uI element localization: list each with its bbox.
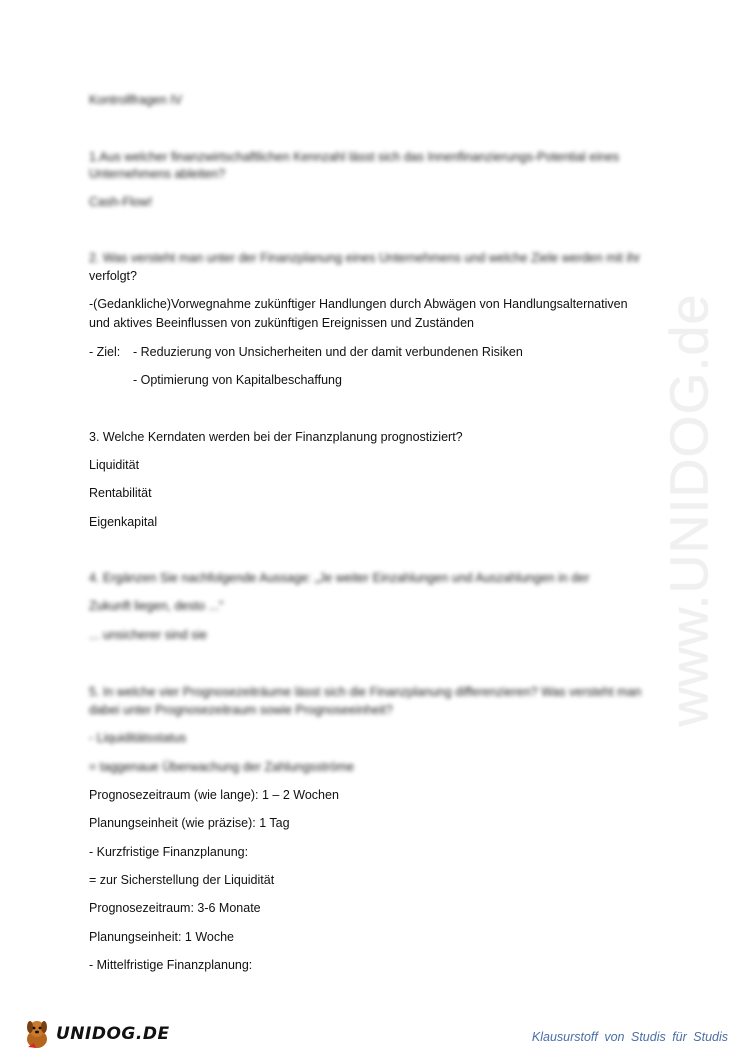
q5-line-8: Planungseinheit: 1 Woche xyxy=(89,930,235,944)
document-heading: Kontrollfragen IV xyxy=(89,93,183,107)
q5-line-9: - Mittelfristige Finanzplanung: xyxy=(89,958,253,972)
q5-line-2: = taggenaue Überwachung der Zahlungsströme xyxy=(89,760,355,774)
q5-line-5: - Kurzfristige Finanzplanung: xyxy=(89,845,249,859)
q1-question-line1: 1.Aus welcher finanzwirtschaftlichen Kennzahl lässt sich das Innenfinanzierungs-Potential eines xyxy=(89,150,620,164)
q2-question-line2: verfolgt? xyxy=(89,269,137,283)
q3-answer-3: Eigenkapital xyxy=(89,515,158,529)
q3-answer-2: Rentabilität xyxy=(89,486,152,500)
q5-line-7: Prognosezeitraum: 3-6 Monate xyxy=(89,901,261,915)
q1-question-line2: Unternehmens ableiten? xyxy=(89,167,226,181)
footer-tagline: Klausurstoff von Studis für Studis xyxy=(531,1030,728,1044)
q2-ziel-row xyxy=(89,344,120,360)
q3-answer-1: Liquidität xyxy=(89,458,140,472)
dog-mascot-icon xyxy=(20,1017,54,1051)
q2-question-line1: 2. Was versteht man unter der Finanzplanung eines Unternehmens und welche Ziele werden mit ihr xyxy=(89,251,641,265)
q4-answer: ... unsicherer sind sie xyxy=(89,628,208,642)
logo-text: UNIDOG.DE xyxy=(56,1024,170,1044)
q1-answer: Cash-Flow! xyxy=(89,195,153,209)
q5-line-4: Planungseinheit (wie präzise): 1 Tag xyxy=(89,816,290,830)
unidog-logo xyxy=(20,1014,180,1054)
q2-ziel-item2: - Optimierung von Kapitalbeschaffung xyxy=(133,373,342,387)
q2-ziel-label: - Ziel: xyxy=(89,345,121,359)
q5-question-line2: dabei unter Prognosezeitraum sowie Prognoseeinheit? xyxy=(89,703,393,717)
q2-ziel-item1: - Reduzierung von Unsicherheiten und der damit verbundenen Risiken xyxy=(133,345,523,359)
q2-answer-line2: und aktives Beeinflussen von zukünftigen Ereignissen und Zuständen xyxy=(89,316,474,330)
watermark: www.UNIDOG.de xyxy=(660,293,720,727)
q4-question-line2: Zukunft liegen, desto ..." xyxy=(89,599,224,613)
q5-line-6: = zur Sicherstellung der Liquidität xyxy=(89,873,275,887)
q2-answer-line1: -(Gedankliche)Vorwegnahme zukünftiger Handlungen durch Abwägen von Handlungsalternativen xyxy=(89,297,628,311)
q5-line-1: - Liquiditätsstatus xyxy=(89,731,187,745)
q5-line-3: Prognosezeitraum (wie lange): 1 – 2 Wochen xyxy=(89,788,339,802)
q5-question-line1: 5. In welche vier Prognosezeiträume lässt sich die Finanzplanung differenzieren? Was versteht man xyxy=(89,685,642,699)
q4-question-line1: 4. Ergänzen Sie nachfolgende Aussage: „Je weiter Einzahlungen und Auszahlungen in der xyxy=(89,571,590,585)
q3-question: 3. Welche Kerndaten werden bei der Finanzplanung prognostiziert? xyxy=(89,430,463,444)
